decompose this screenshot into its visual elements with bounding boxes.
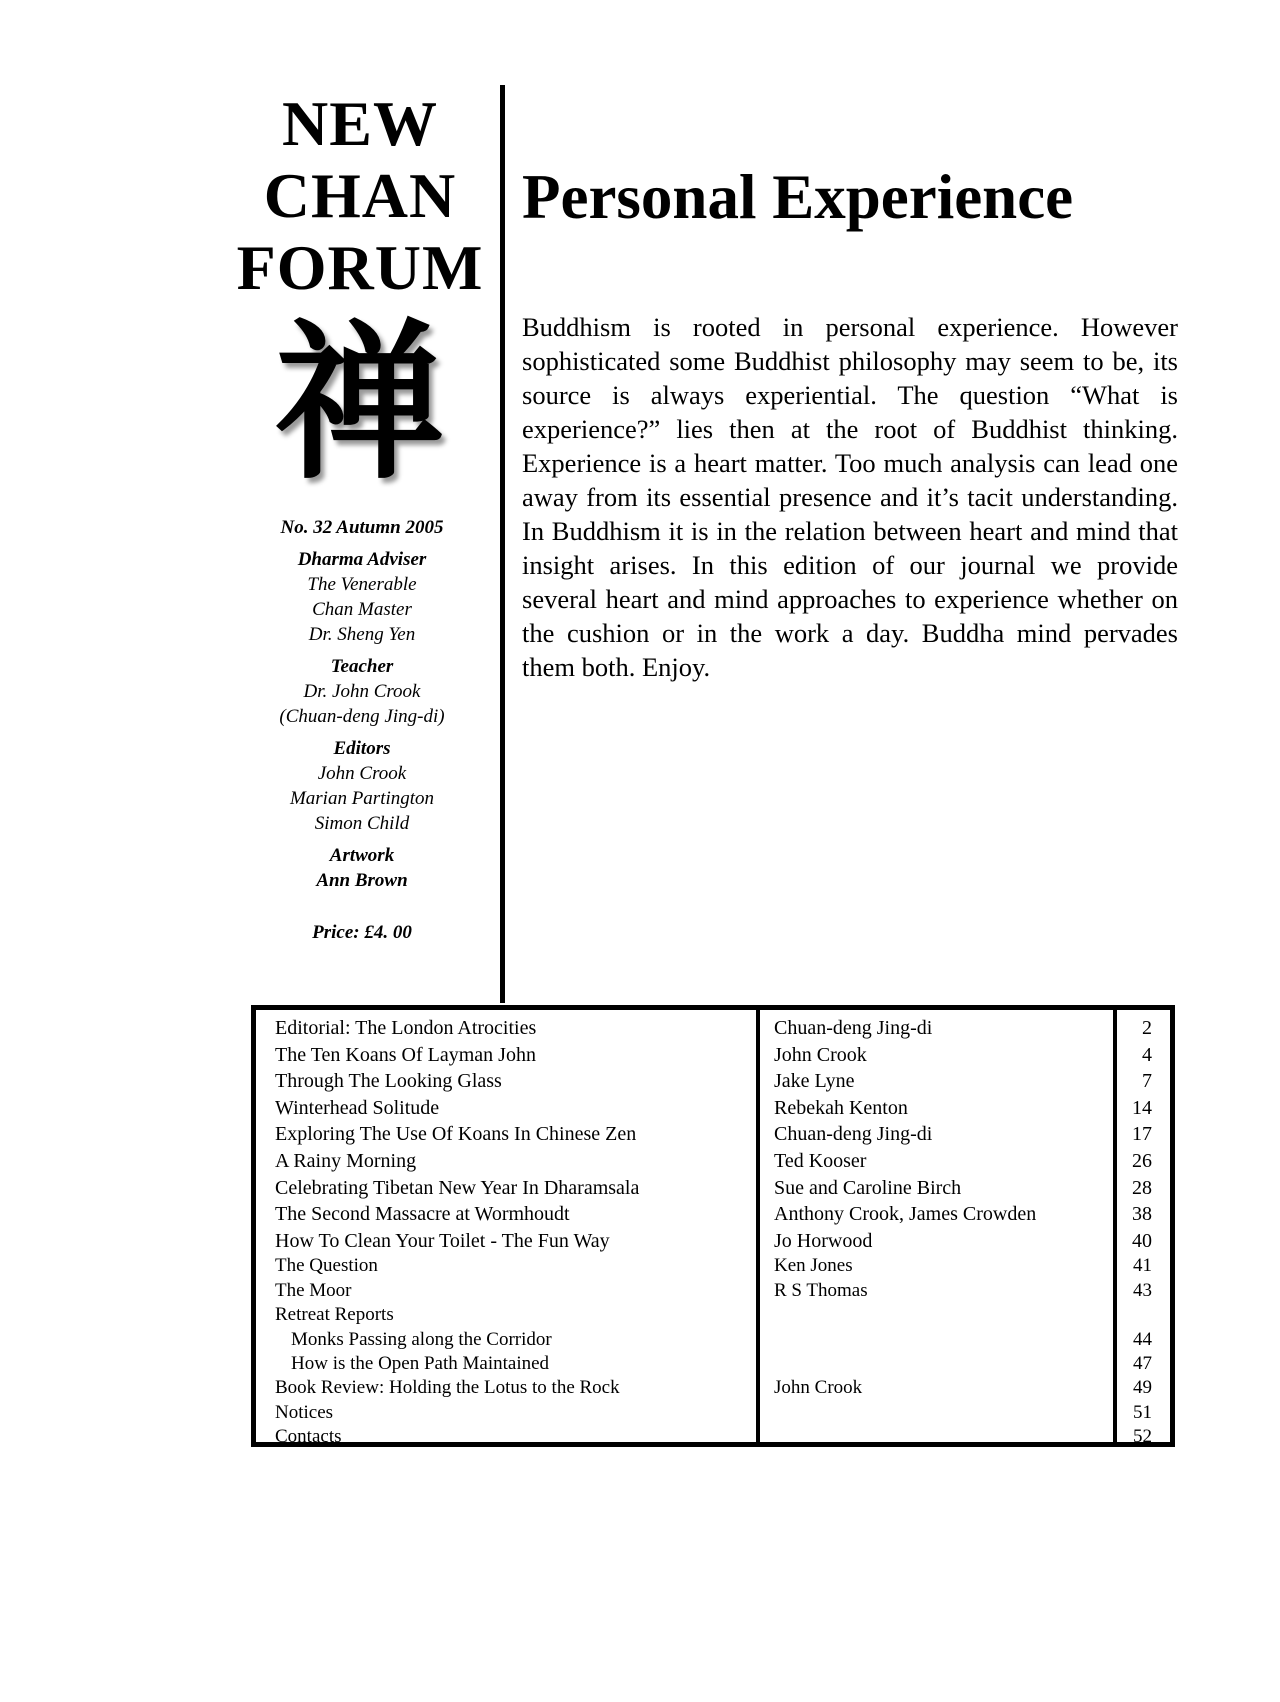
- teacher-line: Dr. John Crook: [303, 681, 421, 702]
- contents-title: Book Review: Holding the Lotus to the Rock: [275, 1377, 620, 1399]
- article-body: Buddhism is rooted in personal experience. However sophisticated some Buddhist philosophy may seem to be, its source is always experiential. The question “What is experience?” lies then at the root of Buddhist thinking. Experience is a heart matter. Too much analysis can lead one away from its essential presence and it’s tacit understanding. In Buddhism it is in the relation between heart and mind that insight arises. In this edition of our journal we provide several heart and mind approaches to experience whether on the cushion or in the work a day. Buddha mind pervades them both. Enjoy.: [522, 312, 1178, 682]
- contents-author: John Crook: [774, 1377, 863, 1399]
- contents-title: A Rainy Morning: [275, 1149, 417, 1172]
- contents-author: Sue and Caroline Birch: [774, 1176, 962, 1199]
- contents-title: Exploring The Use Of Koans In Chinese Zen: [275, 1123, 637, 1146]
- editor-name: Marian Partington: [289, 788, 435, 809]
- teacher-heading: Teacher: [330, 656, 394, 677]
- teacher-line: (Chuan-deng Jing-di): [279, 706, 445, 727]
- contents-row: [256, 1015, 1170, 1042]
- dharma-adviser-line: Dr. Sheng Yen: [308, 624, 416, 645]
- contents-title: Monks Passing along the Corridor: [291, 1328, 552, 1350]
- contents-table: [251, 1005, 1175, 1447]
- journal-credits: [236, 515, 488, 945]
- contents-title: Retreat Reports: [275, 1304, 394, 1326]
- contents-title: The Question: [275, 1255, 378, 1277]
- contents-title: The Moor: [275, 1279, 352, 1301]
- contents-row: [256, 1068, 1170, 1095]
- contents-row: [256, 1328, 1170, 1352]
- masthead: [230, 88, 490, 304]
- contents-page: 2: [1142, 1017, 1152, 1039]
- contents-page: 38: [1132, 1203, 1152, 1226]
- contents-row: [256, 1352, 1170, 1376]
- masthead-line-chan: CHAN: [263, 160, 457, 231]
- vertical-divider: [500, 85, 505, 1003]
- contents-title: The Second Massacre at Wormhoudt: [275, 1203, 570, 1226]
- contents-page: 26: [1132, 1149, 1152, 1172]
- contents-author: Jake Lyne: [774, 1070, 855, 1093]
- contents-page: 40: [1132, 1229, 1152, 1252]
- masthead-line-forum: FORUM: [236, 232, 484, 303]
- contents-page: 52: [1133, 1426, 1152, 1448]
- chan-calligraphy-glyph: 禅: [274, 311, 445, 499]
- masthead-line-new: NEW: [282, 88, 438, 159]
- dharma-adviser-line: The Venerable: [307, 574, 417, 595]
- contents-author: Jo Horwood: [774, 1229, 873, 1252]
- editors-heading: Editors: [333, 738, 391, 759]
- contents-author: Chuan-deng Jing-di: [774, 1017, 933, 1039]
- editor-name: John Crook: [317, 763, 407, 784]
- dharma-adviser-line: Chan Master: [312, 599, 412, 620]
- contents-author: John Crook: [774, 1043, 867, 1066]
- contents-title: Notices: [275, 1401, 334, 1423]
- price: Price: £4. 00: [312, 922, 412, 943]
- contents-author: Chuan-deng Jing-di: [774, 1123, 933, 1146]
- contents-title: How To Clean Your Toilet - The Fun Way: [275, 1229, 610, 1252]
- contents-author: Rebekah Kenton: [774, 1096, 908, 1119]
- artwork-heading: Artwork: [329, 845, 395, 866]
- article-title: Personal Experience: [522, 162, 1074, 232]
- contents-title: Winterhead Solitude: [275, 1096, 440, 1119]
- contents-row: [256, 1228, 1170, 1255]
- contents-row: [256, 1401, 1170, 1425]
- contents-row: [256, 1303, 1170, 1327]
- contents-page: 41: [1133, 1255, 1152, 1277]
- contents-title: Celebrating Tibetan New Year In Dharamsala: [275, 1176, 640, 1199]
- contents-page: 51: [1133, 1401, 1152, 1423]
- artwork-name: Ann Brown: [316, 870, 408, 891]
- contents-row: [256, 1425, 1170, 1449]
- contents-author: Ted Kooser: [774, 1149, 867, 1172]
- contents-page: 7: [1142, 1070, 1152, 1093]
- contents-title: Contacts: [275, 1426, 342, 1448]
- contents-title: Editorial: The London Atrocities: [275, 1017, 537, 1039]
- contents-title: The Ten Koans Of Layman John: [275, 1043, 536, 1066]
- contents-page: 4: [1142, 1043, 1152, 1066]
- contents-author: Anthony Crook, James Crowden: [774, 1203, 1037, 1226]
- contents-row: [256, 1254, 1170, 1278]
- contents-page: 17: [1132, 1123, 1152, 1146]
- contents-page: 28: [1132, 1176, 1152, 1199]
- contents-page: 44: [1133, 1328, 1152, 1350]
- contents-row: [256, 1201, 1170, 1228]
- contents-row: [256, 1376, 1170, 1400]
- contents-row: [256, 1095, 1170, 1122]
- contents-row: [256, 1175, 1170, 1202]
- dharma-adviser-heading: Dharma Adviser: [297, 549, 427, 570]
- contents-page: 47: [1133, 1352, 1152, 1374]
- contents-author: Ken Jones: [774, 1255, 853, 1277]
- issue-number: No. 32 Autumn 2005: [280, 517, 444, 538]
- contents-page: 49: [1133, 1377, 1152, 1399]
- contents-page: 14: [1132, 1096, 1152, 1119]
- contents-row: [256, 1121, 1170, 1148]
- contents-title: How is the Open Path Maintained: [291, 1352, 550, 1374]
- contents-row: [256, 1279, 1170, 1303]
- contents-title: Through The Looking Glass: [275, 1070, 502, 1093]
- editor-name: Simon Child: [314, 813, 410, 834]
- contents-author: R S Thomas: [774, 1279, 868, 1301]
- contents-row: [256, 1042, 1170, 1069]
- contents-row: [256, 1148, 1170, 1175]
- contents-page: 43: [1133, 1279, 1152, 1301]
